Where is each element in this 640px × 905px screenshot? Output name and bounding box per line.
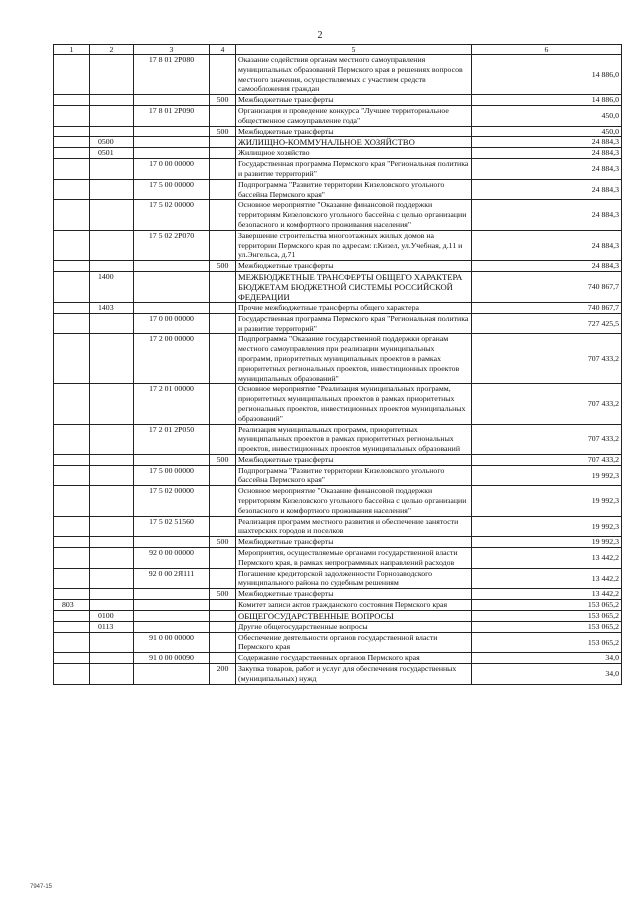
section-code-cell xyxy=(90,424,134,454)
target-code-cell: 17 5 02 2P070 xyxy=(134,230,210,260)
item-name-cell: Другие общегосударственные вопросы xyxy=(236,621,472,632)
amount-cell: 24 884,3 xyxy=(472,230,622,260)
target-code-cell: 17 5 00 00000 xyxy=(134,465,210,486)
item-name-cell: Мероприятия, осуществляемые органами государственной власти Пермского края, в рамках непрограммных направлений расходов xyxy=(236,548,472,569)
amount-cell: 24 884,3 xyxy=(472,179,622,200)
section-code-cell xyxy=(90,126,134,137)
section-code-cell xyxy=(90,653,134,664)
section-code-cell: 1403 xyxy=(90,302,134,313)
expense-type-cell: 500 xyxy=(210,589,236,600)
agency-code-cell xyxy=(54,632,90,653)
table-row xyxy=(54,271,622,302)
table-row xyxy=(54,621,622,632)
item-name-cell: Основное мероприятие "Оказание финансовой поддержки территориям Кизеловского угольного бассейна с целью организации безопасного и комфортного проживания населения" xyxy=(236,200,472,230)
agency-code-cell xyxy=(54,537,90,548)
table-row xyxy=(54,179,622,200)
section-code-cell xyxy=(90,465,134,486)
table-row xyxy=(54,148,622,159)
table-row xyxy=(54,632,622,653)
amount-cell: 19 992,3 xyxy=(472,486,622,516)
amount-cell: 24 884,3 xyxy=(472,148,622,159)
table-row xyxy=(54,261,622,272)
agency-code-cell xyxy=(54,653,90,664)
expense-type-cell xyxy=(210,653,236,664)
amount-cell: 13 442,2 xyxy=(472,589,622,600)
expense-type-cell xyxy=(210,271,236,302)
target-code-cell xyxy=(134,302,210,313)
target-code-cell: 17 5 00 00000 xyxy=(134,179,210,200)
item-name-cell: Реализация муниципальных программ, приоритетных муниципальных проектов в рамках приоритетных региональных проектов, инвестиционных проектов муниципальных образований xyxy=(236,424,472,454)
table-header-row xyxy=(54,45,622,55)
amount-cell: 34,0 xyxy=(472,664,622,685)
amount-cell: 19 992,3 xyxy=(472,465,622,486)
target-code-cell xyxy=(134,95,210,106)
agency-code-cell xyxy=(54,454,90,465)
target-code-cell: 17 0 00 00000 xyxy=(134,313,210,334)
expense-type-cell xyxy=(210,159,236,180)
section-code-cell xyxy=(90,632,134,653)
target-code-cell: 17 2 00 00000 xyxy=(134,334,210,384)
agency-code-cell xyxy=(54,516,90,537)
agency-code-cell xyxy=(54,568,90,589)
target-code-cell xyxy=(134,137,210,148)
table-row xyxy=(54,537,622,548)
amount-cell: 707 433,2 xyxy=(472,334,622,384)
item-name-cell: Межбюджетные трансферты xyxy=(236,589,472,600)
expense-type-cell xyxy=(210,137,236,148)
table-row xyxy=(54,95,622,106)
amount-cell: 24 884,3 xyxy=(472,200,622,230)
table-row xyxy=(54,384,622,424)
expense-type-cell xyxy=(210,302,236,313)
expense-type-cell xyxy=(210,548,236,569)
target-code-cell: 17 5 02 51560 xyxy=(134,516,210,537)
section-code-cell xyxy=(90,105,134,126)
table-row xyxy=(54,589,622,600)
section-code-cell xyxy=(90,179,134,200)
expense-type-cell xyxy=(210,334,236,384)
expense-type-cell: 500 xyxy=(210,95,236,106)
section-code-cell: 1400 xyxy=(90,271,134,302)
amount-cell: 14 886,0 xyxy=(472,95,622,106)
amount-cell: 153 065,2 xyxy=(472,621,622,632)
expense-type-cell xyxy=(210,610,236,621)
amount-cell: 740 867,7 xyxy=(472,271,622,302)
expense-type-cell xyxy=(210,632,236,653)
amount-cell: 707 433,2 xyxy=(472,424,622,454)
target-code-cell: 17 2 01 00000 xyxy=(134,384,210,424)
section-code-cell: 0100 xyxy=(90,610,134,621)
table-row xyxy=(54,454,622,465)
amount-cell: 707 433,2 xyxy=(472,454,622,465)
expense-type-cell: 500 xyxy=(210,261,236,272)
table-row xyxy=(54,465,622,486)
item-name-cell: Погашение кредиторской задолженности Горнозаводского муниципального района по судебным решениям xyxy=(236,568,472,589)
item-name-cell: Оказание содействия органам местного самоуправления муниципальных образований Пермского края в решениях вопросов местного значения, осуществляемых с участием средств самообложения граждан xyxy=(236,55,472,95)
expense-type-cell xyxy=(210,148,236,159)
agency-code-cell xyxy=(54,486,90,516)
section-code-cell xyxy=(90,334,134,384)
target-code-cell: 91 0 00 00000 xyxy=(134,632,210,653)
item-name-cell: Реализация программ местного развития и обеспечение занятости шахтерских городов и поселков xyxy=(236,516,472,537)
target-code-cell xyxy=(134,271,210,302)
table-row xyxy=(54,334,622,384)
target-code-cell: 17 2 01 2P050 xyxy=(134,424,210,454)
item-name-cell: Подпрограмма "Развитие территории Кизеловского угольного бассейна Пермского края" xyxy=(236,179,472,200)
item-name-cell: ЖИЛИЩНО-КОММУНАЛЬНОЕ ХОЗЯЙСТВО xyxy=(236,137,472,148)
section-code-cell xyxy=(90,600,134,611)
table-row xyxy=(54,126,622,137)
agency-code-cell xyxy=(54,424,90,454)
agency-code-cell xyxy=(54,137,90,148)
expense-type-cell: 500 xyxy=(210,126,236,137)
table-row xyxy=(54,600,622,611)
budget-table-wrapper xyxy=(53,44,621,685)
section-code-cell xyxy=(90,454,134,465)
item-name-cell: Основное мероприятие "Оказание финансовой поддержки территориям Кизеловского угольного бассейна с целью организации безопасного и комфортного проживания населения" xyxy=(236,486,472,516)
item-name-cell: Завершение строительства многоэтажных жилых домов на территории Пермского края по адресам: г.Кизел, ул.Учебная, д.11 и ул.Энгельса, д.71 xyxy=(236,230,472,260)
expense-type-cell: 500 xyxy=(210,454,236,465)
table-row xyxy=(54,610,622,621)
target-code-cell: 17 0 00 00000 xyxy=(134,159,210,180)
agency-code-cell xyxy=(54,334,90,384)
target-code-cell: 17 8 01 2P080 xyxy=(134,55,210,95)
agency-code-cell xyxy=(54,313,90,334)
target-code-cell xyxy=(134,454,210,465)
section-code-cell xyxy=(90,230,134,260)
target-code-cell: 17 5 02 00000 xyxy=(134,200,210,230)
section-code-cell xyxy=(90,548,134,569)
header-cell-4: 4 xyxy=(210,45,236,55)
item-name-cell: Межбюджетные трансферты xyxy=(236,261,472,272)
table-row xyxy=(54,424,622,454)
item-name-cell: Жилищное хозяйство xyxy=(236,148,472,159)
agency-code-cell xyxy=(54,55,90,95)
target-code-cell xyxy=(134,261,210,272)
target-code-cell xyxy=(134,664,210,685)
section-code-cell xyxy=(90,384,134,424)
agency-code-cell xyxy=(54,465,90,486)
section-code-cell xyxy=(90,486,134,516)
amount-cell: 740 867,7 xyxy=(472,302,622,313)
table-row xyxy=(54,653,622,664)
expense-type-cell xyxy=(210,179,236,200)
table-row xyxy=(54,55,622,95)
item-name-cell: Организация и проведение конкурса "Лучшее территориальное общественное самоуправление года" xyxy=(236,105,472,126)
expense-type-cell xyxy=(210,384,236,424)
target-code-cell: 17 8 01 2P090 xyxy=(134,105,210,126)
item-name-cell: Государственная программа Пермского края "Региональная политика и развитие территорий" xyxy=(236,159,472,180)
target-code-cell: 91 0 00 00090 xyxy=(134,653,210,664)
agency-code-cell xyxy=(54,230,90,260)
section-code-cell xyxy=(90,159,134,180)
expense-type-cell xyxy=(210,200,236,230)
expense-type-cell xyxy=(210,55,236,95)
expense-type-cell xyxy=(210,313,236,334)
section-code-cell xyxy=(90,589,134,600)
agency-code-cell: 803 xyxy=(54,600,90,611)
item-name-cell: Комитет записи актов гражданского состояния Пермского края xyxy=(236,600,472,611)
table-row xyxy=(54,159,622,180)
section-code-cell xyxy=(90,55,134,95)
expense-type-cell xyxy=(210,568,236,589)
expense-type-cell xyxy=(210,600,236,611)
agency-code-cell xyxy=(54,95,90,106)
section-code-cell xyxy=(90,537,134,548)
expense-type-cell: 500 xyxy=(210,537,236,548)
table-row xyxy=(54,105,622,126)
table-row xyxy=(54,548,622,569)
target-code-cell: 92 0 00 00000 xyxy=(134,548,210,569)
section-code-cell xyxy=(90,261,134,272)
item-name-cell: МЕЖБЮДЖЕТНЫЕ ТРАНСФЕРТЫ ОБЩЕГО ХАРАКТЕРА БЮДЖЕТАМ БЮДЖЕТНОЙ СИСТЕМЫ РОССИЙСКОЙ ФЕДЕРАЦИИ xyxy=(236,271,472,302)
agency-code-cell xyxy=(54,179,90,200)
agency-code-cell xyxy=(54,261,90,272)
item-name-cell: Государственная программа Пермского края "Региональная политика и развитие территорий" xyxy=(236,313,472,334)
table-row xyxy=(54,200,622,230)
header-cell-2: 2 xyxy=(90,45,134,55)
agency-code-cell xyxy=(54,302,90,313)
header-cell-6: 6 xyxy=(472,45,622,55)
item-name-cell: Межбюджетные трансферты xyxy=(236,537,472,548)
section-code-cell: 0113 xyxy=(90,621,134,632)
amount-cell: 153 065,2 xyxy=(472,600,622,611)
expense-type-cell xyxy=(210,516,236,537)
agency-code-cell xyxy=(54,610,90,621)
target-code-cell xyxy=(134,589,210,600)
item-name-cell: Обеспечение деятельности органов государственной власти Пермского края xyxy=(236,632,472,653)
amount-cell: 24 884,3 xyxy=(472,159,622,180)
target-code-cell xyxy=(134,621,210,632)
section-code-cell xyxy=(90,664,134,685)
amount-cell: 727 425,5 xyxy=(472,313,622,334)
agency-code-cell xyxy=(54,664,90,685)
item-name-cell: ОБЩЕГОСУДАРСТВЕННЫЕ ВОПРОСЫ xyxy=(236,610,472,621)
target-code-cell: 17 5 02 00000 xyxy=(134,486,210,516)
expense-type-cell xyxy=(210,465,236,486)
table-row xyxy=(54,230,622,260)
section-code-cell: 0501 xyxy=(90,148,134,159)
budget-table xyxy=(53,44,622,685)
header-cell-1: 1 xyxy=(54,45,90,55)
amount-cell: 450,0 xyxy=(472,105,622,126)
target-code-cell xyxy=(134,610,210,621)
table-row xyxy=(54,664,622,685)
agency-code-cell xyxy=(54,126,90,137)
section-code-cell xyxy=(90,313,134,334)
target-code-cell xyxy=(134,600,210,611)
item-name-cell: Межбюджетные трансферты xyxy=(236,95,472,106)
table-row xyxy=(54,568,622,589)
target-code-cell xyxy=(134,126,210,137)
expense-type-cell xyxy=(210,230,236,260)
section-code-cell xyxy=(90,516,134,537)
target-code-cell: 92 0 00 2Я111 xyxy=(134,568,210,589)
amount-cell: 707 433,2 xyxy=(472,384,622,424)
amount-cell: 19 992,3 xyxy=(472,537,622,548)
agency-code-cell xyxy=(54,159,90,180)
amount-cell: 24 884,3 xyxy=(472,261,622,272)
item-name-cell: Межбюджетные трансферты xyxy=(236,454,472,465)
item-name-cell: Основное мероприятие "Реализация муниципальных программ, приоритетных муниципальных проектов в рамках приоритетных региональных проектов, инвестиционных проектов муниципальных образований" xyxy=(236,384,472,424)
expense-type-cell xyxy=(210,486,236,516)
item-name-cell: Содержание государственных органов Пермского края xyxy=(236,653,472,664)
table-row xyxy=(54,486,622,516)
amount-cell: 19 992,3 xyxy=(472,516,622,537)
section-code-cell xyxy=(90,200,134,230)
amount-cell: 14 886,0 xyxy=(472,55,622,95)
header-cell-3: 3 xyxy=(134,45,210,55)
target-code-cell xyxy=(134,537,210,548)
table-row xyxy=(54,302,622,313)
amount-cell: 13 442,2 xyxy=(472,548,622,569)
header-cell-5: 5 xyxy=(236,45,472,55)
item-name-cell: Подпрограмма "Оказание государственной поддержки органам местного самоуправления при реализации муниципальных программ, приоритетных муниципальных проектов в рамках приоритетных региональных проектов, инвестиционных проектов муниципальных образований" xyxy=(236,334,472,384)
agency-code-cell xyxy=(54,200,90,230)
item-name-cell: Закупка товаров, работ и услуг для обеспечения государственных (муниципальных) нужд xyxy=(236,664,472,685)
agency-code-cell xyxy=(54,589,90,600)
document-code: 7947-15 xyxy=(30,884,53,890)
amount-cell: 153 065,2 xyxy=(472,610,622,621)
amount-cell: 34,0 xyxy=(472,653,622,664)
expense-type-cell xyxy=(210,621,236,632)
agency-code-cell xyxy=(54,384,90,424)
agency-code-cell xyxy=(54,271,90,302)
page-number: 2 xyxy=(317,30,323,41)
agency-code-cell xyxy=(54,105,90,126)
section-code-cell xyxy=(90,95,134,106)
item-name-cell: Подпрограмма "Развитие территории Кизеловского угольного бассейна Пермского края" xyxy=(236,465,472,486)
agency-code-cell xyxy=(54,621,90,632)
item-name-cell: Межбюджетные трансферты xyxy=(236,126,472,137)
table-row xyxy=(54,313,622,334)
expense-type-cell xyxy=(210,424,236,454)
expense-type-cell: 200 xyxy=(210,664,236,685)
amount-cell: 13 442,2 xyxy=(472,568,622,589)
amount-cell: 24 884,3 xyxy=(472,137,622,148)
section-code-cell: 0500 xyxy=(90,137,134,148)
item-name-cell: Прочие межбюджетные трансферты общего характера xyxy=(236,302,472,313)
table-row xyxy=(54,137,622,148)
amount-cell: 153 065,2 xyxy=(472,632,622,653)
target-code-cell xyxy=(134,148,210,159)
section-code-cell xyxy=(90,568,134,589)
agency-code-cell xyxy=(54,548,90,569)
table-row xyxy=(54,516,622,537)
table-body xyxy=(54,45,622,685)
amount-cell: 450,0 xyxy=(472,126,622,137)
expense-type-cell xyxy=(210,105,236,126)
agency-code-cell xyxy=(54,148,90,159)
